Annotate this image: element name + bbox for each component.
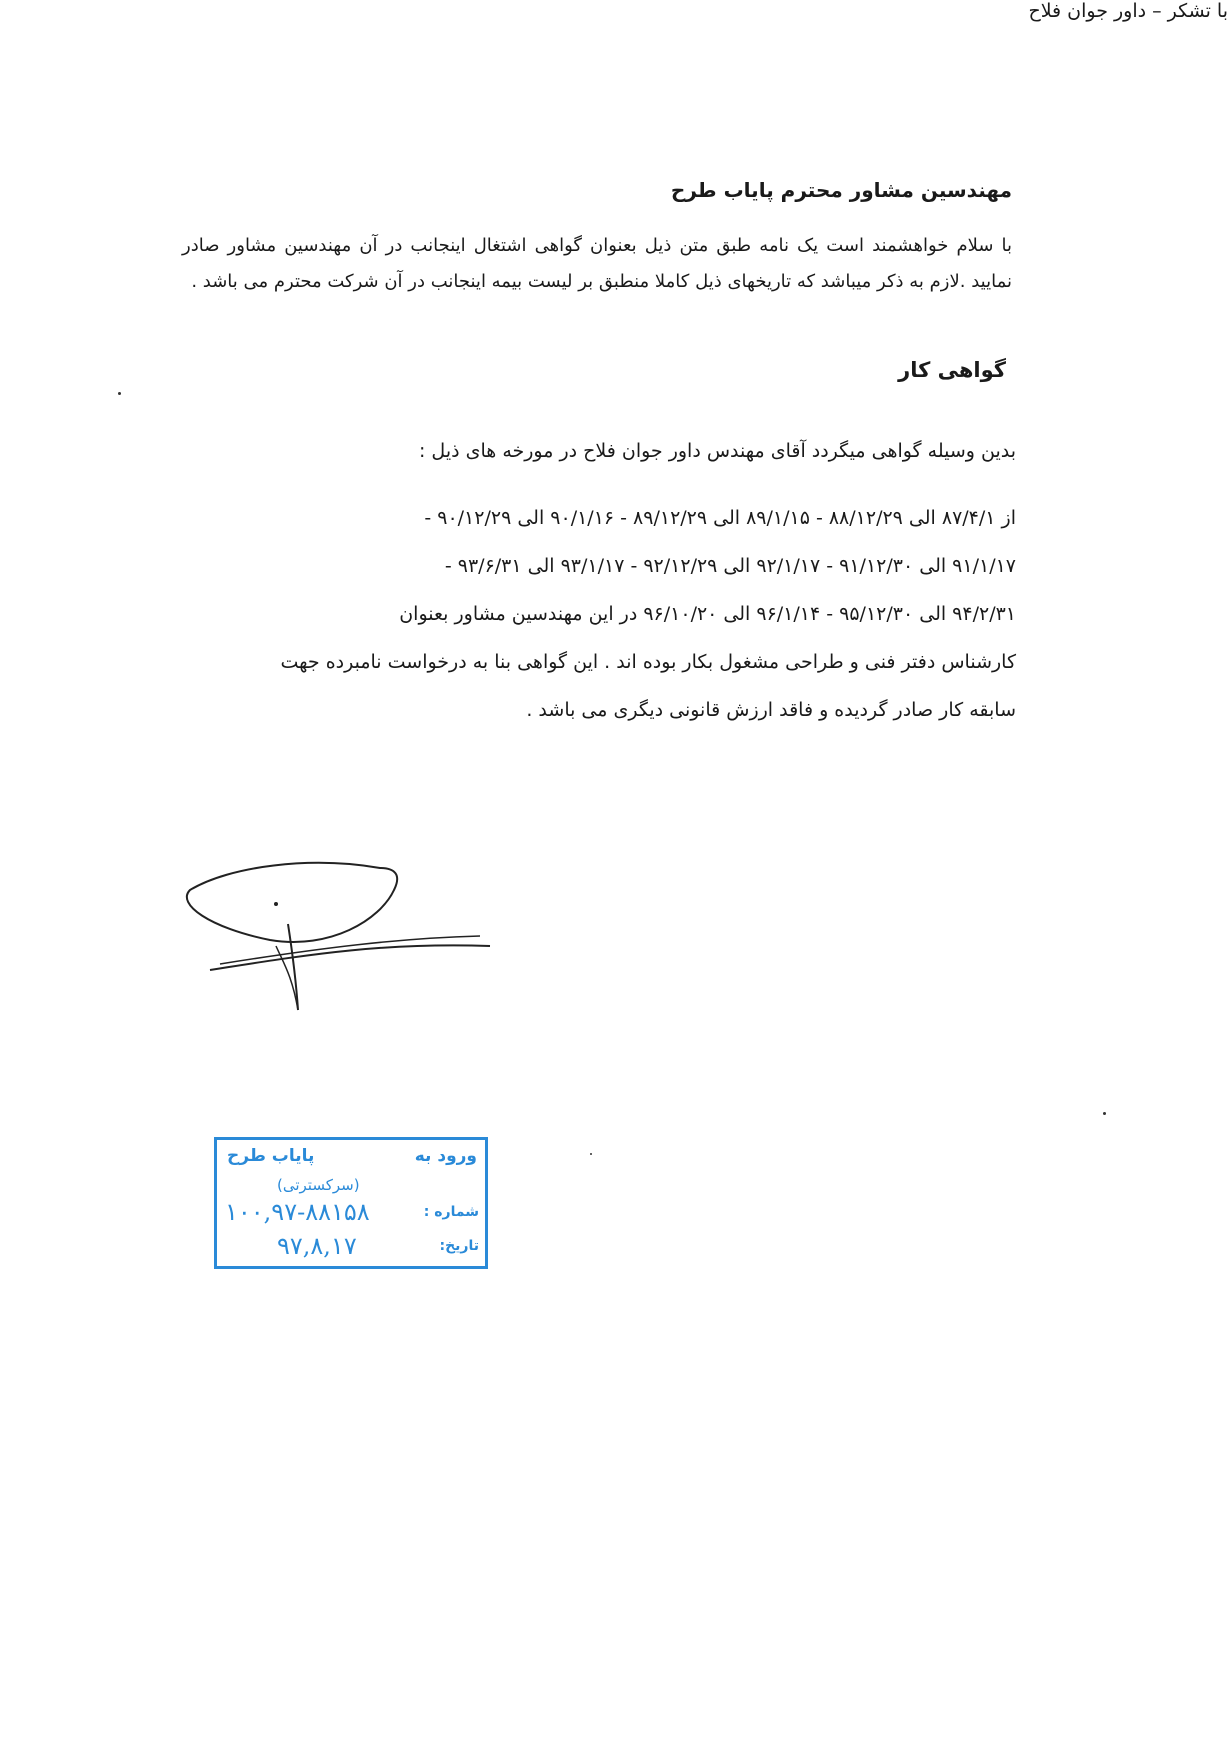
scan-speck <box>118 392 121 395</box>
employment-date-ranges <box>168 494 1016 638</box>
certificate-heading: گواهی کار <box>898 358 1006 382</box>
body-line: سابقه کار صادر گردیده و فاقد ارزش قانونی دیگری می باشد . <box>526 699 1016 721</box>
request-paragraph: با سلام خواهشمند است یک نامه طبق متن ذیل بعنوان گواهی اشتغال اینجانب در آن مهندسین مشاور صادر نمایید .لازم به ذکر میباشد که تاریخهای ذیل کاملا منطبق بر لیست بیمه اینجانب در آن شرکت محترم می باشد . <box>182 235 1012 292</box>
body-line: کارشناس دفتر فنی و طراحی مشغول بکار بوده اند . این گواهی بنا به درخواست نامبرده جهت <box>280 651 1016 673</box>
addressee-line: مهندسین مشاور محترم پایاب طرح <box>670 178 1012 202</box>
date-range-line: از ۸۷/۴/۱ الی ۸۸/۱۲/۲۹ - ۸۹/۱/۱۵ الی ۸۹/۱۲/۲۹ - ۹۰/۱/۱۶ الی ۹۰/۱۲/۲۹ - <box>424 507 1016 529</box>
stamp-date-value: ۹۷,۸,۱۷ <box>277 1232 357 1260</box>
stamp-number-label: شماره : <box>423 1204 479 1220</box>
received-stamp <box>214 1137 488 1269</box>
scan-speck <box>1103 1112 1106 1115</box>
date-range-line: ۹۴/۲/۳۱ الی ۹۵/۱۲/۳۰ - ۹۶/۱/۱۴ الی ۹۶/۱۰/۲۰ در این مهندسین مشاور بعنوان <box>399 603 1016 625</box>
stamp-date-label: تاریخ: <box>439 1238 479 1254</box>
date-range-line: ۹۱/۱/۱۷ الی ۹۱/۱۲/۳۰ - ۹۲/۱/۱۷ الی ۹۲/۱۲/۲۹ - ۹۳/۱/۱۷ الی ۹۳/۶/۳۱ - <box>444 555 1016 577</box>
stamp-number-value: ۱۰۰,۹۷-۸۸۱۵۸ <box>225 1198 370 1226</box>
stamp-title-label: ورود به <box>414 1146 477 1166</box>
certificate-body <box>168 638 1016 734</box>
handwritten-signature <box>180 860 500 1020</box>
scan-speck <box>590 1153 592 1155</box>
stamp-department: (سرکسترتی) <box>277 1176 360 1194</box>
signoff-line: با تشکر – داور جوان فلاح <box>1028 0 1228 22</box>
certificate-intro-line: بدین وسیله گواهی میگردد آقای مهندس داور جوان فلاح در مورخه های ذیل : <box>418 440 1016 462</box>
stamp-company: پایاب طرح <box>227 1146 315 1166</box>
